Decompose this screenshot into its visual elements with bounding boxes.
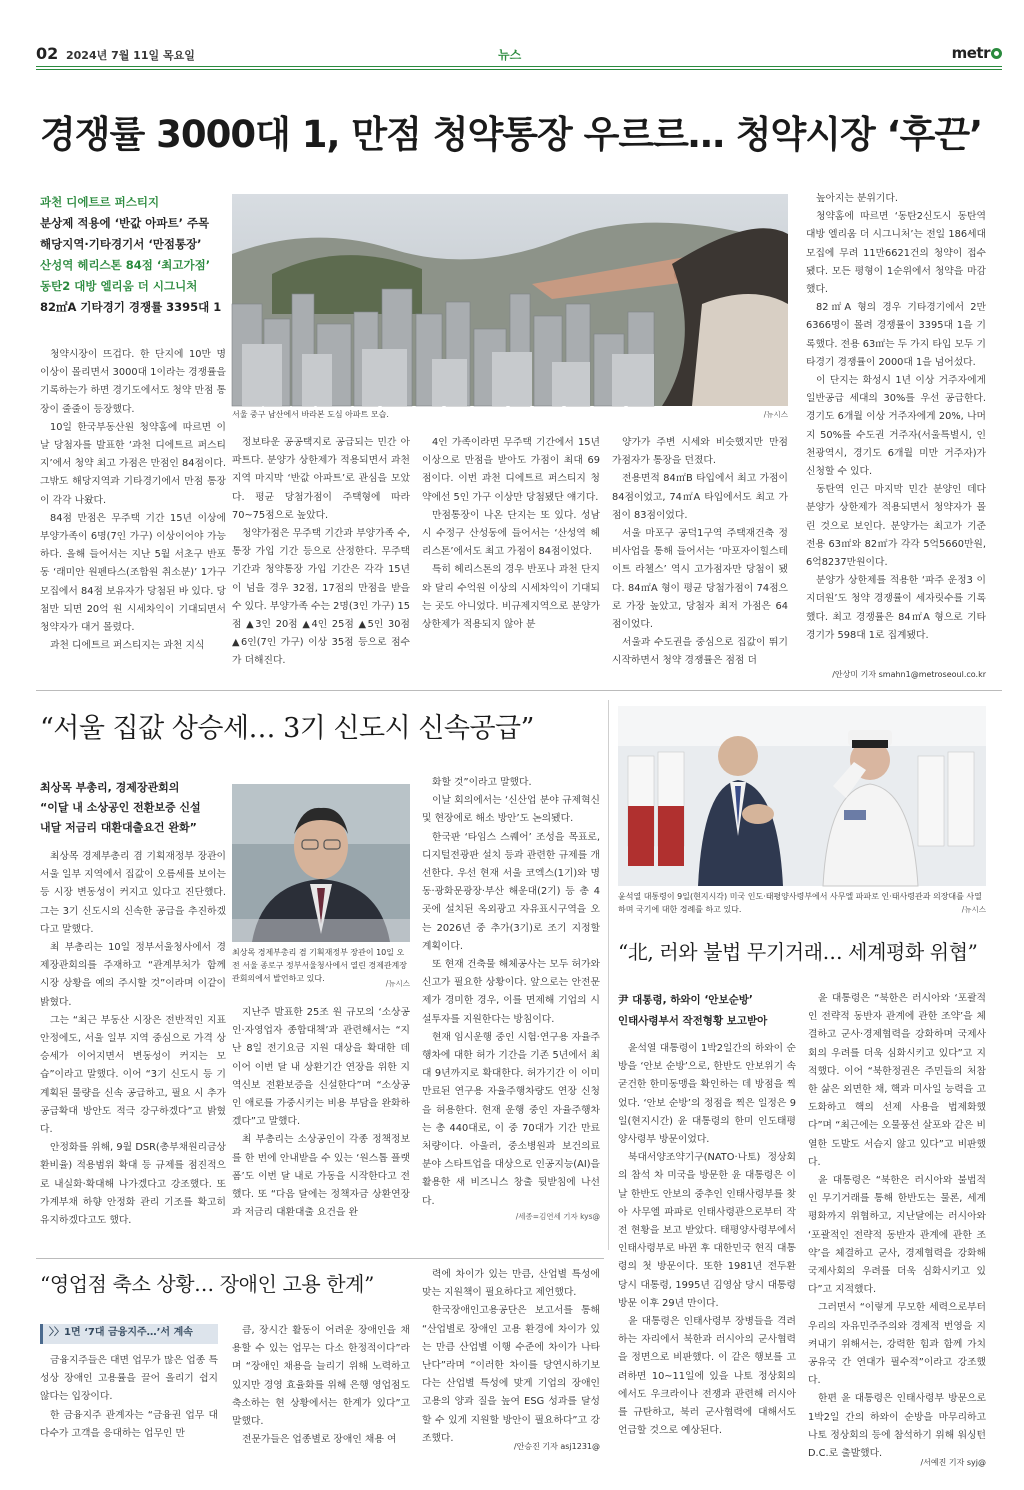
kicker-line: 과천 디에트르 퍼스티지 <box>40 195 160 209</box>
paragraph: 양가가 주변 시세와 비슷했지만 만점 가점자가 통장을 던졌다. <box>612 437 788 467</box>
article1-byline <box>806 668 986 681</box>
caption-text: 윤석열 대통령이 9일(현지시각) 미국 인도·태평양사령부에서 사무엘 파파로 인·태사령관과 의장대를 사열하며 국기에 대한 경례를 하고 있다. <box>618 892 982 914</box>
issue-date: 2024년 7월 11일 목요일 <box>66 49 195 62</box>
paragraph: 서울 마포구 공덕1구역 주택재건축 정비사업을 통해 들어서는 ‘마포자이힐스테이트 라첼스’ 역시 고가점자만 당첨이 됐다. 84㎡A 형이 평균 당첨가점이 74점으로 가장 높았고, 당첨자 최저 가점은 64점이었다. <box>612 528 788 631</box>
article3-kicker <box>618 990 808 1032</box>
byline-text: /안승진 기자 asj1231@ <box>513 1442 600 1451</box>
paragraph: 력에 차이가 있는 만큼, 산업별 특성에 맞는 지원책이 필요하다고 제언했다. <box>422 1269 600 1299</box>
paragraph: 그러면서 “이렇게 무모한 세력으로부터 우리의 자유민주주의와 경제적 번영을 지켜내기 위해서는, 강력한 힘과 함께 가치공유국 간 연대가 필수적”이라고 강조했다. <box>808 1302 986 1387</box>
kicker-line: 최상목 부총리, 경제장관회의 <box>40 781 180 794</box>
caption-credit: /뉴시스 <box>961 905 986 914</box>
paragraph: 현재 임시운행 중인 시험·연구용 자율주행차에 대한 허가 기간을 기존 5년에서 최대 9년까지로 확대한다. 허가기간 이 이미 만료된 연구용 자율주행차량도 연장 신청을 허용한다. 현재 운행 중인 자율주행차는 총 440대로, 이 중 70대가 기간 만료 처량이다. 아울러, 중소병원과 보건의료 분야 스타트업을 대상으로 인공지능(AI)을 활용한 새 비즈니스 창출 뒷받침에 나선다. <box>422 1031 600 1207</box>
article1-column-1 <box>40 346 226 678</box>
portrait-image <box>232 784 410 942</box>
column-divider <box>608 700 609 1250</box>
section-label: 뉴스 <box>498 48 522 62</box>
article4-byline <box>422 1440 600 1453</box>
article3-photo-caption <box>618 890 986 916</box>
city-skyline-photo <box>232 194 788 406</box>
paragraph: 안정화를 위해, 9월 DSR(총부채원리금상환비율) 적용범위 확대 등 규제를 점진적으로 내실화·확대해 나가겠다고 강조했다. 또 가계부채 하향 안정화 관리 기조를 확고히 유지하겠다고도 했다. <box>40 1142 226 1227</box>
kicker-line: “이달 내 소상공인 전환보증 신설 <box>40 801 201 814</box>
byline-text: /안상미 기자 smahn1@metroseoul.co.kr <box>832 670 986 679</box>
kicker-line: 해당지역·기타경기서 ‘만점통장’ <box>40 237 202 251</box>
header-rule-2 <box>36 69 1002 70</box>
article4-column-1 <box>40 1352 218 1450</box>
article1-photo-caption <box>232 408 788 421</box>
paragraph: 한국장애인고용공단은 보고서를 통해 “산업별로 장애인 고용 환경에 차이가 있는 만큼 산업별 이행 수준에 차이가 나타난다”라며 “이러한 차이를 당연시하기보다는 산업별 특성에 맞게 기업의 장애인 고용의 양과 질을 높여 ESG 성과를 달성할 수 있게 지원할 방안이 필요하다”고 강조했다. <box>422 1305 600 1444</box>
paragraph: 윤 대통령은 “북한은 러시아와 ‘포괄적인 전략적 동반자 관계에 관한 조약’을 체결하고 군사·경제협력을 강화하며 국제사회의 우려를 더욱 심화시키고 있다”고 지적했다. 이어 “북한정권은 주민들의 처참한 삶은 외면한 채, 핵과 미사일 능력을 고도화하고 핵의 선제 사용을 법제화했다”며 “최근에는 오물풍선 살포와 같은 비열한 도발도 서슴지 않고 있다”고 비판했다. <box>808 993 986 1168</box>
paragraph: 최상목 경제부총리 겸 기획재정부 장관이 서울 일부 지역에서 집값이 오름세를 보이는 등 시장 변동성이 커지고 있다고 진단했다. 그는 3기 신도시의 신속한 공급을 추진하겠다고 말했다. <box>40 851 226 935</box>
caption-credit: /뉴시스 <box>385 979 410 988</box>
kicker-line: 인태사령부서 작전형황 보고받아 <box>618 1015 768 1027</box>
paragraph: 이날 회의에서는 ‘신산업 분야 규제혁신 및 현장에로 해소 방안’도 논의됐다. <box>422 795 600 825</box>
article2-headline: “서울 집값 상승세… 3기 신도시 신속공급” <box>40 713 534 744</box>
paragraph: 청약홈에 따르면 ‘동탄2신도시 동탄역 대방 엘리움 더 시그니처’는 전일 186세대 모집에 무려 11만6621건의 청약이 접수됐다. 모든 평형이 1순위에서 청약을 마감했다. <box>806 211 986 296</box>
logo-o-mark <box>991 48 1002 59</box>
paragraph: 만점통장이 나온 단지는 또 있다. 성남시 수정구 산성동에 들어서는 ‘산성역 헤리스톤’에서도 최고 가점이 84점이었다. <box>422 509 600 558</box>
kicker-line: 산성역 헤리스톤 84점 ‘최고가점’ <box>40 258 211 272</box>
article4-column-3 <box>422 1266 600 1444</box>
article2-column-1 <box>40 848 226 1246</box>
minister-portrait-photo <box>232 784 410 942</box>
article2-column-3 <box>422 774 600 1246</box>
paragraph: 청약가점은 무주택 기간과 부양가족 수, 통장 가입 기간 등으로 산정한다. 무주택 기간과 청약통장 가입 기간은 각각 15년이 넘을 경우 32점, 17점의 만점을 받을 수 있다. 부양가족 수는 2명(3인 가구) 15점 ▲3인 20점 ▲4인 25점 ▲5인 30점 ▲6인(7인 가구) 이상 35점 등으로 점수가 더해진다. <box>232 528 410 667</box>
kicker-line: 尹 대통령, 하와이 ‘안보순방’ <box>618 994 753 1006</box>
article3-column-1 <box>618 1040 796 1466</box>
paragraph: 분양가 상한제를 적용한 ‘파주 운정3 이지더원’도 청약 경쟁률이 세자릿수를 기록했다. 최고 경쟁률은 84㎡A 형으로 기타경기가 598대 1로 집계됐다. <box>806 575 986 641</box>
paragraph: 이 단지는 화성시 1년 이상 거주자에게 일반공급 세대의 30%를 우선 공급한다. 경기도 6개월 이상 거주자에게 20%, 나머지 50%를 수도권 거주자(서울특별시, 인천광역시, 경기도 6개월 미만 거주자)가 신청할 수 있다. <box>806 375 986 478</box>
section-divider-2 <box>36 1258 604 1259</box>
paragraph: 전용면적 84㎡B 타입에서 최고 가점이 84점이었고, 74㎡A 타입에서도 최고 가점이 83점이었다. <box>612 473 788 521</box>
article2-byline: /세종=김연세 기자 kys@ <box>515 1211 600 1221</box>
metro-logo <box>952 44 1002 62</box>
caption-text: 서울 중구 남산에서 바라본 도심 아파트 모습. <box>232 410 389 419</box>
paragraph: 높아지는 분위기다. <box>816 193 898 204</box>
paragraph: 윤 대통령은 “북한은 러시아와 불법적인 무기거래를 통해 한반도는 물론, 세계 평화까지 위협하고, 지난달에는 러시아와 ‘포괄적인 전략적 동반자 관계에 관한 조약’을 체결하고 군사, 경제협력을 강화해 국제사회의 우려를 더욱 심화시키고 있다”고 지적했다. <box>808 1175 986 1296</box>
paragraph: 서울과 수도권을 중심으로 집값이 뛰기 시작하면서 청약 경쟁률은 점점 더 <box>612 637 788 667</box>
kicker-line: 내달 저금리 대환대출요건 완화” <box>40 821 197 834</box>
kicker-line: 동탄2 대방 엘리움 더 시그니처 <box>40 279 198 293</box>
header-rule <box>36 66 1002 67</box>
page-header <box>36 44 1002 66</box>
paragraph: 84점 만점은 무주택 기간 15년 이상에 부양가족이 6명(7인 가구) 이상이어야 가능하다. 올해 들어서는 지난 5월 서초구 반포동 ‘래미안 원펜타스(조합원 취소분)’ 1가구 모집에서 84점 보유자가 당첨된 바 있다. 당첨만 되면 20억 원 시세차익이 기대되면서 청약자가 대거 몰렸다. <box>40 512 226 634</box>
article2-photo-caption <box>232 946 410 990</box>
article4-headline: “영업점 축소 상황… 장애인 고용 한계” <box>40 1272 374 1296</box>
article1-column-3 <box>422 434 600 678</box>
paragraph: 윤석열 대통령이 1박2일간의 하와이 순방을 ‘안보 순방’으로, 한반도 안보위기 속 굳건한 한미동맹을 확인하는 데 방점을 찍었다. ‘안보 순방’의 정점을 찍은 일정은 9일(현지시간) 윤 대통령의 한미 인도태평양사령부 방문이었다. <box>618 1043 796 1146</box>
paragraph: 정보타운 공공택지로 공급되는 민간 아파트다. 분양가 상한제가 적용되면서 과천 지역 마지막 ‘반값 아파트’로 관심을 모았다. 평균 당첨가점이 주택형에 따라 70~75점으로 높았다. <box>232 437 410 521</box>
kicker-line: 82㎡A 기타경기 경쟁률 3395대 1 <box>40 300 222 314</box>
paragraph: 동탄역 인근 마지막 민간 분양인 데다 분양가 상한제가 적용되면서 청약자가 몰린 것으로 보인다. 분양가는 최고가 기준 전용 63㎡와 82㎡가 각각 5억5660만원, 6억8237만원이다. <box>806 484 986 569</box>
paragraph: 10일 한국부동산원 청약홈에 따르면 이날 당첨자를 발표한 ‘과천 디에트르 퍼스티지’에서 청약 최고 가점은 만점인 84점이다. 그밖도 해당지역과 기타경기에서 만점 통장이 각각 나왔다. <box>40 421 226 506</box>
paragraph: 최 부총리는 10일 정부서울청사에서 경제장관회의를 주재하고 “관계부처가 함께 시장 상황을 예의 주시할 것”이라며 이같이 밝혔다. <box>40 942 226 1008</box>
paragraph: 한 금융지주 관계자는 “금융권 업무 대다수가 고객을 응대하는 업무인 만 <box>40 1409 218 1439</box>
article1-column-2 <box>232 434 410 678</box>
skyline-image <box>232 194 788 406</box>
paragraph: 또 현재 건축물 해체공사는 모두 허가와 신고가 필요한 상황이다. 앞으로는 안전문제가 경미한 경우, 이를 면제해 기업의 시설투자를 지원한다는 방침이다. <box>422 959 600 1025</box>
paragraph: 윤 대통령은 인태사령부 장병들을 격려하는 자리에서 북한과 러시아의 군사협력을 정면으로 비판했다. 이 같은 행보를 고려하면 10~11일에 있을 나토 정상회의에서도 우크라이나 전쟁과 관련해 러시아를 규탄하고, 북러 군사협력에 대해서도 언급할 것으로 예상된다. <box>618 1316 796 1437</box>
article1-column-4 <box>612 434 788 678</box>
article4-column-2 <box>232 1322 410 1450</box>
paragraph: 한편 윤 대통령은 인태사령부 방문으로 1박2일 간의 하와이 순방을 마무리하고 나토 정상회의 등에 참석하기 위해 워싱턴D.C.로 출발했다. <box>808 1393 986 1460</box>
article1-column-5 <box>806 190 986 664</box>
paragraph: 전문가들은 업종별로 장애인 채용 여 <box>242 1434 397 1446</box>
paragraph: 82㎡A 형의 경우 기타경기에서 2만6366명이 몰려 경쟁률이 3395대 1을 기록했다. 전용 63㎡는 두 가지 타입 모두 기타경기 경쟁률이 2000대 1을 넘어섰다. <box>806 302 986 368</box>
paragraph: 4인 가족이라면 무주택 기간에서 15년 이상으로 만점을 받아도 가점이 최대 69점이다. 이번 과천 디에트르 퍼스티지 청약에선 5인 가구 이상만 당첨됐단 얘기다. <box>422 437 600 503</box>
section-divider-1 <box>36 690 1002 691</box>
paragraph: 금융지주들은 대면 업무가 많은 업종 특성상 장애인 고용률을 끌어 올리기 쉽지 않다는 입장이다. <box>40 1355 218 1403</box>
article2-kicker <box>40 778 225 838</box>
paragraph: 한국판 ‘타임스 스퀘어’ 조성을 목표로, 디지털전광판 설치 등과 관련한 규제를 개선한다. 우선 현재 서울 코엑스(1기)와 명동·광화문광장·부산 해운대(2기) 등 총 4곳에 설치된 옥외광고 자유표시구역을 오는 2026년 중 추가(3기)로 조기 지정할 계획이다. <box>422 831 600 952</box>
caption-credit: /뉴시스 <box>763 410 788 419</box>
continued-from-tag: 〉〉1면 ‘7대 금융지주…’서 계속 <box>40 1324 218 1344</box>
kicker-line: 분상제 적용에 ‘반값 아파트’ 주목 <box>40 216 210 230</box>
article3-headline: “北, 러와 불법 무기거래… 세계평화 위협” <box>618 940 978 964</box>
article1-headline: 경쟁률 3000대 1, 만점 청약통장 우르르… 청약시장 ‘후끈’ <box>40 113 983 156</box>
page-number: 02 <box>36 44 59 63</box>
paragraph: 지난주 발표한 25조 원 규모의 ‘소상공인·자영업자 종합대책’과 관련해서는 “지난 8일 전기요금 지원 대상을 확대한 데 이어 이번 달 내 상환기간 연장을 위한 지역신보 전환보증을 신설한다”며 “소상공인 애로를 가중시키는 비용 부담을 완화하겠다”고 말했다. <box>232 1007 410 1128</box>
paragraph: 청약시장이 뜨겁다. 한 단지에 10만 명 이상이 몰리면서 3000대 1이라는 경쟁률을 기록하는가 하면 경기도에서도 청약 만점 통장이 줄줄이 등장했다. <box>40 349 226 415</box>
logo-text: metr <box>951 44 990 62</box>
article3-column-2 <box>808 990 986 1460</box>
salute-image <box>618 706 986 886</box>
article1-kicker <box>40 192 225 318</box>
paragraph: 최 부총리는 소상공인이 각종 정책정보를 한 번에 안내받을 수 있는 ‘원스톱 플랫폼’도 이번 달 내로 가동을 시작한다고 전했다. 또 “다음 달에는 정책자금 상환연장과 저금리 대환대출 요건을 완 <box>232 1134 410 1219</box>
paragraph: 그는 “최근 부동산 시장은 전반적인 지표 안정에도, 서울 일부 지역 중심으로 가격 상승세가 이어지면서 변동성이 커지는 모습”이라고 말했다. 이어 “3기 신도시 등 기계획된 물량을 신속 공급하고, 필요 시 추가 공급확대 방안도 적극 강구하겠다”고 밝혔다. <box>40 1014 226 1136</box>
paragraph: 특히 헤리스톤의 경우 반포나 과천 단지와 달리 수억원 이상의 시세차익이 기대되는 곳도 아니었다. 비규제지역으로 분양가 상한제가 적용되지 않아 분 <box>422 564 600 631</box>
paragraph: 큼, 장시간 활동이 어려운 장애인을 채용할 수 있는 업무는 다소 한정적이다”라며 “장애인 채용을 늘리기 위해 노력하고 있지만 경영 효율화를 위해 은행 영업점도 축소하는 현 상황에서는 한계가 있다”고 말했다. <box>232 1325 410 1428</box>
caption-text: 최상목 경제부총리 겸 기획재정부 장관이 10일 오전 서울 종로구 정부서울청사에서 열린 경제관계장관회의에서 발언하고 있다. <box>232 948 408 983</box>
president-salute-photo <box>618 706 986 886</box>
paragraph: 화할 것”이라고 말했다. <box>432 777 532 788</box>
paragraph: 북대서양조약기구(NATO·나토) 정상회의 참석 차 미국을 방문한 윤 대통령은 이날 한반도 안보의 중추인 인태사령부를 찾아 사무엘 파파로 인태사령관으로부터 작전 현황을 보고 받았다. 태평양사령부에서 인태사령부로 바뀐 후 대한민국 현직 대통령의 첫 방문이다. 또한 1981년 전두환 당시 대통령, 1995년 김영삼 당시 대통령 방문 이후 29년 만이다. <box>618 1152 796 1309</box>
paragraph: 과천 디에트르 퍼스티지는 과천 지식 <box>50 640 205 652</box>
article2-column-2 <box>232 1004 410 1246</box>
byline-text: /서예진 기자 syj@ <box>920 1458 986 1467</box>
article3-byline <box>808 1456 986 1469</box>
